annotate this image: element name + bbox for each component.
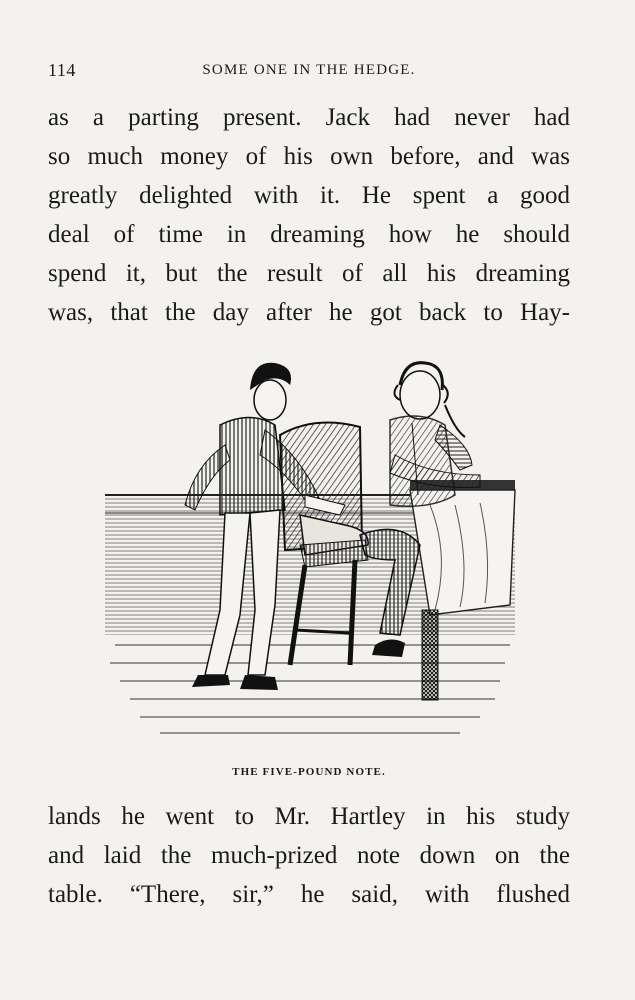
text-line: spend it, but the result of all his dreaming (48, 260, 570, 287)
text-line: and laid the much-prized note down on the (48, 842, 570, 869)
table (410, 480, 515, 700)
text-line: so much money of his own before, and was (48, 143, 570, 170)
text-line: lands he went to Mr. Hartley in his study (48, 803, 570, 830)
floor-boards (110, 645, 510, 733)
text-line: table. “There, sir,” he said, with flushed (48, 881, 570, 908)
running-head (48, 60, 570, 84)
text-line: as a parting present. Jack had never had (48, 104, 570, 131)
text-line: greatly delighted with it. He spent a good (48, 182, 570, 209)
body-text-top (48, 98, 570, 332)
engraving-illustration (100, 345, 520, 745)
text-line: was, that the day after he got back to Hay- (48, 299, 570, 326)
page-number: 114 (48, 60, 76, 80)
text-line: deal of time in dreaming how he should (48, 221, 570, 248)
running-title: SOME ONE IN THE HEDGE. (202, 62, 416, 78)
body-text-bottom (48, 797, 570, 914)
illustration-caption: THE FIVE-POUND NOTE. (232, 766, 386, 778)
